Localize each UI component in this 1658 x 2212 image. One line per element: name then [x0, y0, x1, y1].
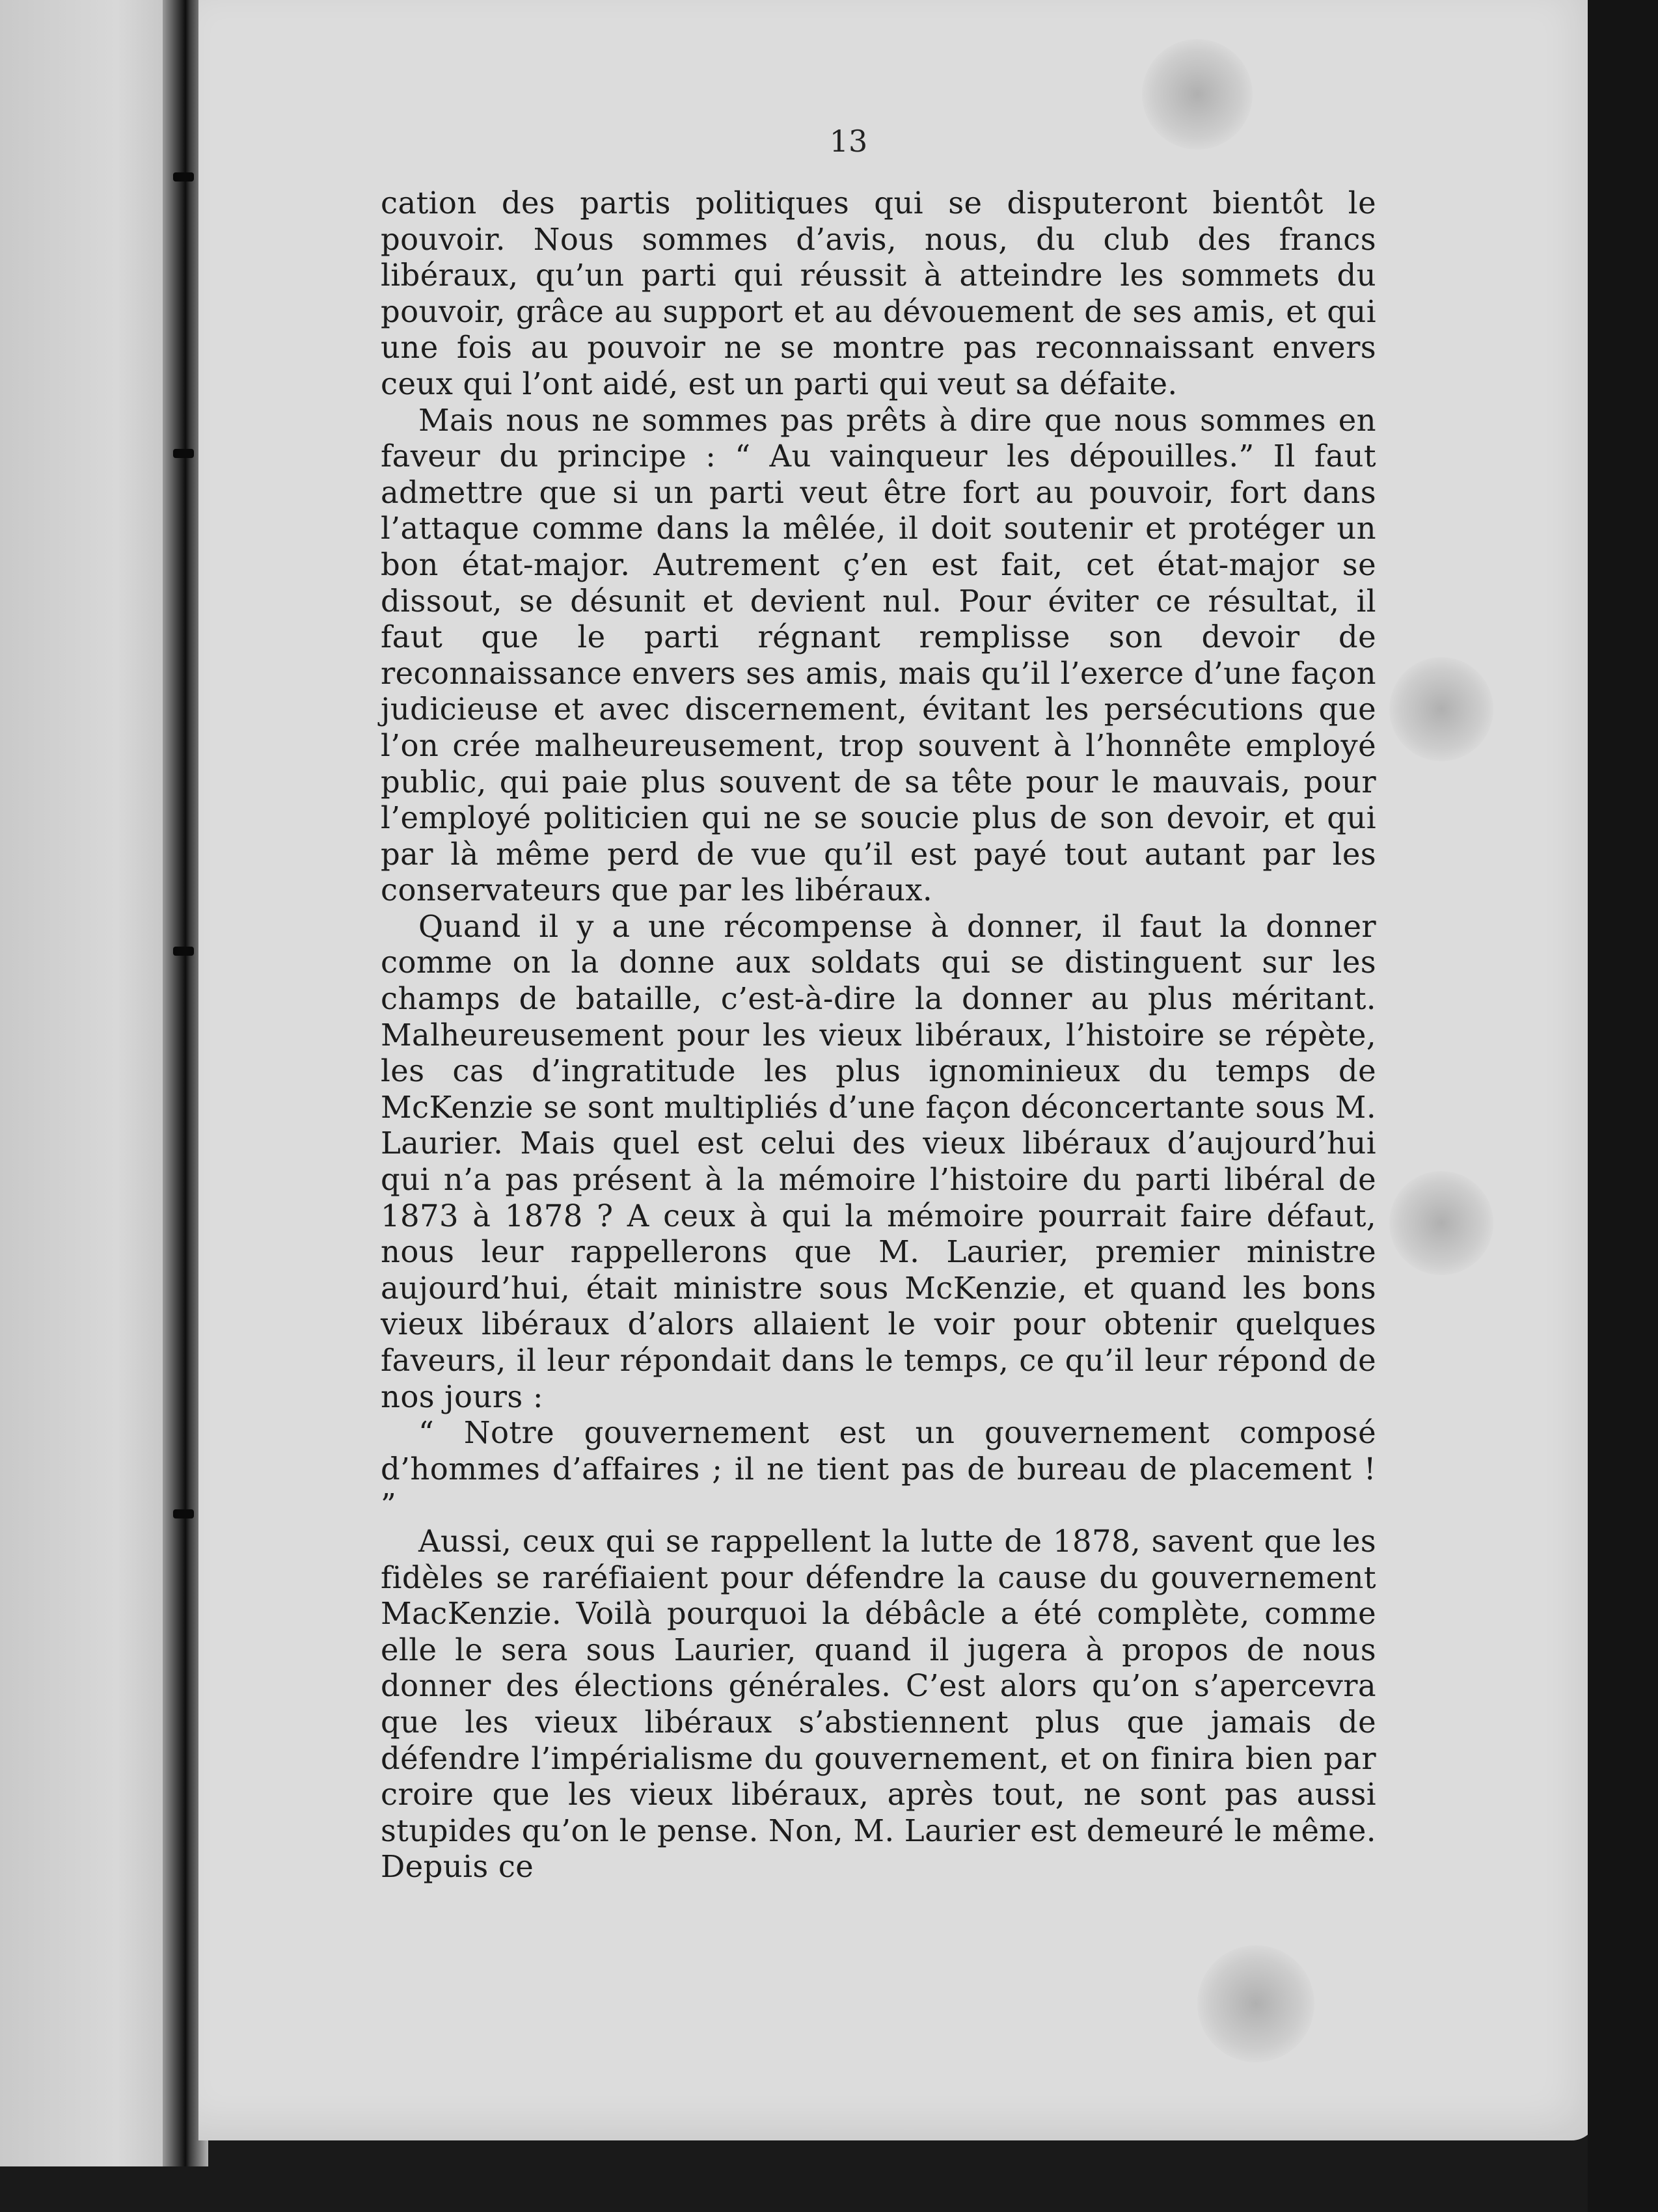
scan-edge: [1588, 0, 1658, 2212]
binding-stitch: [173, 947, 194, 956]
page-number: 13: [829, 124, 868, 159]
binding-stitch: [173, 449, 194, 458]
paragraph: Aussi, ceux qui se rappellent la lutte de 1878, savent que les fidèles se raréfiaient pour défendre la cause du gouvernement MacKenzie. Voilà pourquoi la débâcle a été complète, comme elle le sera sous Laurier, quand il jugera à propos de nous donner des élections générales. C’est alors qu’on s’apercevra que les vieux libéraux s’abstiennent plus que jamais de défendre l’impérialisme du gouvernement, et on finira bien par croire que les vieux libéraux, après tout, ne sont pas aussi stupides qu’on le pense. Non, M. Laurier est demeuré le même. Depuis ce: [381, 1523, 1376, 1885]
body-text: [381, 185, 1376, 1885]
paper-stain: [1389, 1171, 1493, 1275]
paper-stain: [1389, 657, 1493, 761]
paper-stain: [1197, 1945, 1314, 2062]
binding-stitch: [173, 172, 194, 182]
paragraph: cation des partis politiques qui se disputeront bientôt le pouvoir. Nous sommes d’avis, nous, du club des francs libéraux, qu’un parti qui réussit à atteindre les sommets du pouvoir, grâce au support et au dévouement de ses amis, et qui une fois au pouvoir ne se montre pas reconnaissant envers ceux qui l’ont aidé, est un parti qui veut sa défaite.: [381, 185, 1376, 401]
quotation: “ Notre gouvernement est un gouvernement composé d’hommes d’affaires ; il ne tient pas de bureau de placement ! ”: [381, 1415, 1376, 1523]
paragraph: Quand il y a une récompense à donner, il faut la donner comme on la donne aux soldats qui se distinguent sur les champs de bataille, c’est-à-dire la donner au plus méritant. Malheureusement pour les vieux libéraux, l’histoire se répète, les cas d’ingratitude les plus ignominieux du temps de McKenzie se sont multipliés d’une façon déconcertante sous M. Laurier. Mais quel est celui des vieux libéraux d’aujourd’hui qui n’a pas présent à la mémoire l’histoire du parti libéral de 1873 à 1878 ? A ceux à qui la mémoire pourrait faire défaut, nous leur rappellerons que M. Laurier, premier ministre aujourd’hui, était ministre sous McKenzie, et quand les bons vieux libéraux d’alors allaient le voir pour obtenir quelques faveurs, il leur répondait dans le temps, ce qu’il leur répond de nos jours :: [381, 908, 1376, 1414]
binding-stitch: [173, 1509, 194, 1518]
paragraph: Mais nous ne sommes pas prêts à dire que nous sommes en faveur du principe : “ Au vainqueur les dépouilles.” Il faut admettre que si un parti veut être fort au pouvoir, fort dans l’attaque comme dans la mêlée, il doit soutenir et protéger un bon état-major. Autrement ç’en est fait, cet état-major se dissout, se désunit et devient nul. Pour éviter ce résultat, il faut que le parti régnant remplisse son devoir de reconnaissance envers ses amis, mais qu’il l’exerce d’une façon judicieuse et avec discernement, évitant les persécutions que l’on crée malheureusement, trop souvent à l’honnête employé public, qui paie plus souvent de sa tête pour le mauvais, pour l’employé politicien qui ne se soucie plus de son devoir, et qui par là même perd de vue qu’il est payé tout autant par les conservateurs que par les libéraux.: [381, 402, 1376, 908]
